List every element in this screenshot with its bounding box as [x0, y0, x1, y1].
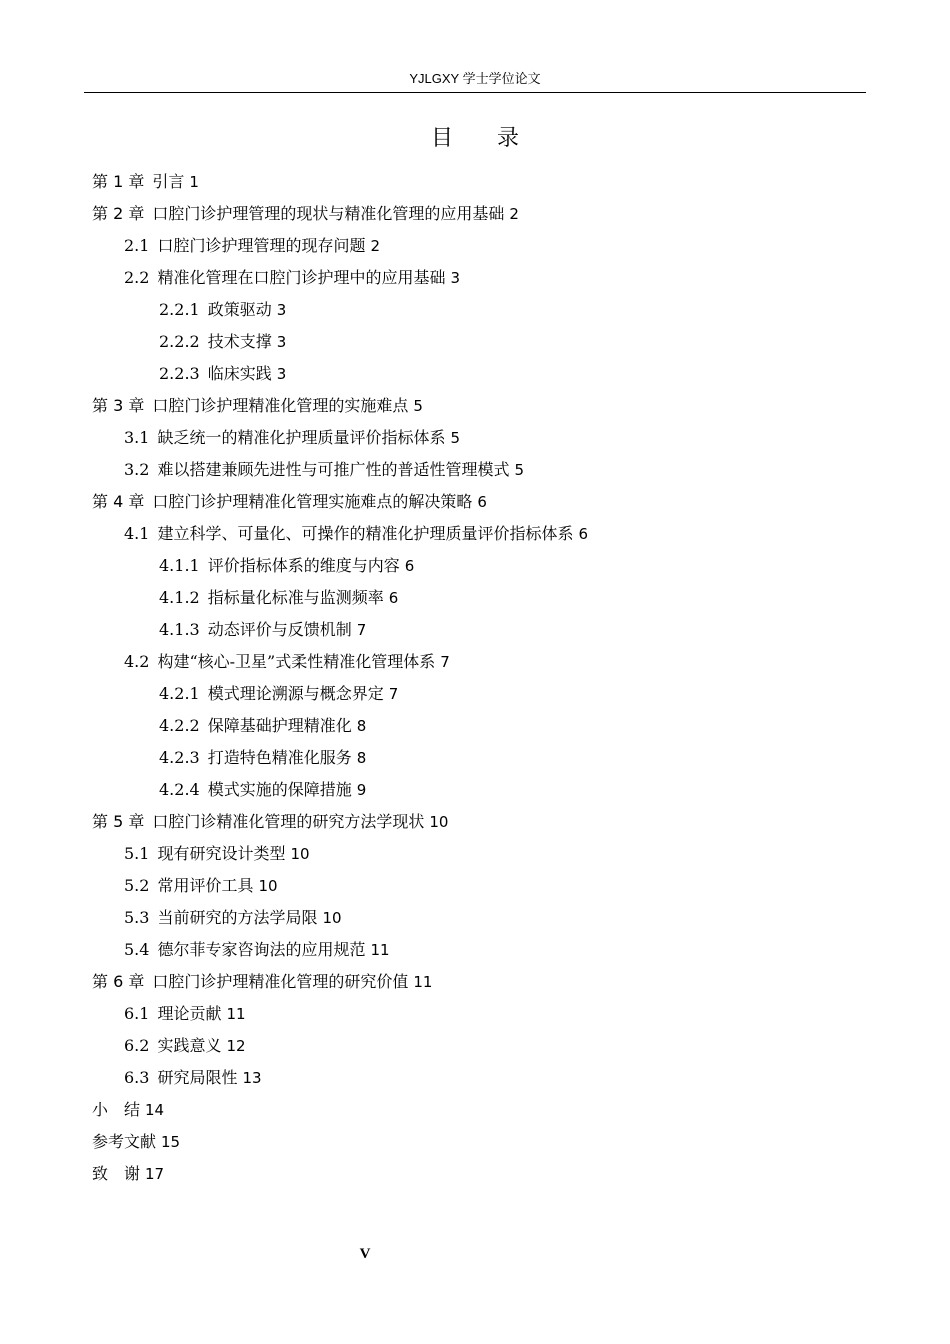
toc-entry-page: 15 — [161, 1133, 181, 1151]
toc-entry-number: 6.1 — [124, 1004, 150, 1023]
toc-entry-label: 临床实践 — [207, 364, 272, 383]
toc-entry-label: 致 谢 — [92, 1164, 141, 1183]
toc-entry-number: 第 4 章 — [92, 492, 145, 511]
toc-entry-label: 研究局限性 — [157, 1068, 238, 1087]
toc-entry-title — [159, 331, 272, 353]
toc-entry-title — [159, 683, 384, 705]
toc-entry-title — [159, 555, 400, 577]
toc-entry-title — [124, 1067, 237, 1089]
toc-entry-number: 5.3 — [124, 908, 150, 927]
toc-entry-number: 4.2.4 — [159, 780, 200, 799]
toc-entry-number: 第 2 章 — [92, 204, 145, 223]
toc-entry-title — [159, 715, 352, 737]
toc-entry-page: 6 — [578, 525, 589, 543]
toc-entry-number: 4.1.2 — [159, 588, 200, 607]
toc-entry-label: 建立科学、可量化、可操作的精准化护理质量评价指标体系 — [157, 524, 574, 543]
toc-entry-title — [92, 1163, 140, 1185]
toc-entry-title — [124, 939, 365, 961]
toc-entry-title — [124, 907, 317, 929]
toc-entry-label: 模式实施的保障措施 — [207, 780, 352, 799]
toc-entry-number: 3.1 — [124, 428, 150, 447]
toc-entry-label: 德尔菲专家咨询法的应用规范 — [157, 940, 366, 959]
toc-entry-label: 打造特色精准化服务 — [207, 748, 352, 767]
toc-title — [0, 124, 950, 154]
toc-entry-page: 7 — [440, 653, 450, 671]
toc-entry-page: 3 — [276, 333, 287, 351]
toc-entry-title — [124, 875, 253, 897]
toc-entry-page: 14 — [145, 1101, 165, 1119]
toc-entry-number: 第 3 章 — [92, 396, 145, 415]
toc-entry-title — [159, 619, 352, 641]
toc-entry-title — [92, 971, 408, 993]
toc-entry-label: 口腔门诊精准化管理的研究方法学现状 — [152, 812, 425, 831]
toc-entry-label: 口腔门诊护理精准化管理的研究价值 — [152, 972, 409, 991]
toc-entry-page: 3 — [450, 269, 461, 287]
toc-entry-label: 小 结 — [92, 1100, 141, 1119]
toc-entry-label: 当前研究的方法学局限 — [157, 908, 318, 927]
toc-entry-page: 2 — [509, 205, 519, 223]
toc-entry-label: 难以搭建兼顾先进性与可推广性的普适性管理模式 — [157, 460, 510, 479]
toc-entry-page: 11 — [226, 1005, 246, 1023]
toc-entry-label: 精准化管理在口腔门诊护理中的应用基础 — [157, 268, 446, 287]
toc-entry-number: 2.1 — [124, 236, 150, 255]
toc-entry-number: 4.1 — [124, 524, 150, 543]
toc-entry-number: 第 5 章 — [92, 812, 145, 831]
toc-entry-label: 构建“核心-卫星”式柔性精准化管理体系 — [157, 652, 436, 671]
toc-entry-title — [92, 395, 408, 417]
toc-entry-label: 口腔门诊护理精准化管理实施难点的解决策略 — [152, 492, 473, 511]
toc-entry-title — [92, 171, 184, 193]
toc-entry-label: 政策驱动 — [207, 300, 272, 319]
toc-entry-title — [124, 1035, 221, 1057]
toc-entry-label: 动态评价与反馈机制 — [207, 620, 352, 639]
toc-entry-page: 5 — [514, 461, 525, 479]
toc-entry-number: 2.2.1 — [159, 300, 200, 319]
toc-entry-number: 第 6 章 — [92, 972, 145, 991]
toc-entry-number: 4.1.3 — [159, 620, 200, 639]
toc-entry-title — [159, 587, 384, 609]
toc-entry-label: 评价指标体系的维度与内容 — [207, 556, 400, 575]
toc-entry-title — [124, 843, 285, 865]
toc-title-char-2: 录 — [497, 126, 520, 151]
header-rule — [84, 92, 866, 93]
toc-entry-title — [159, 779, 352, 801]
toc-entry-label: 理论贡献 — [157, 1004, 222, 1023]
toc-entry-page: 7 — [356, 621, 367, 639]
toc-entry-number: 4.2.3 — [159, 748, 200, 767]
toc-entry-title — [124, 459, 509, 481]
toc-entry-page: 5 — [413, 397, 423, 415]
toc-entry-number: 3.2 — [124, 460, 150, 479]
toc-entry-label: 模式理论溯源与概念界定 — [207, 684, 384, 703]
toc-entry-page: 5 — [450, 429, 461, 447]
toc-title-char-1: 目 — [430, 126, 453, 151]
toc-entry-number: 4.2 — [124, 652, 150, 671]
toc-entry-page: 17 — [145, 1165, 165, 1183]
toc-entry-title — [159, 363, 272, 385]
toc-entry-number: 2.2.3 — [159, 364, 200, 383]
toc-entry-page: 7 — [388, 685, 399, 703]
toc-entry-label: 保障基础护理精准化 — [207, 716, 352, 735]
toc-entry-label: 实践意义 — [157, 1036, 222, 1055]
toc-entry-label: 现有研究设计类型 — [157, 844, 286, 863]
toc-entry-title — [92, 491, 472, 513]
toc-entry-page: 11 — [413, 973, 433, 991]
toc-entry-page: 11 — [370, 941, 390, 959]
toc-entry-page: 6 — [404, 557, 415, 575]
toc-entry-title — [124, 427, 445, 449]
toc-entry-page: 10 — [290, 845, 310, 863]
toc-entry-label: 口腔门诊护理管理的现存问题 — [157, 236, 366, 255]
toc-entry-title — [92, 1131, 156, 1153]
toc-entry-title — [159, 299, 272, 321]
toc-entry-page: 9 — [356, 781, 367, 799]
toc-entry-title — [124, 267, 445, 289]
toc-entry-number: 5.4 — [124, 940, 150, 959]
toc-entry-number: 6.2 — [124, 1036, 150, 1055]
toc-entry-page: 6 — [388, 589, 399, 607]
toc-entry-label: 缺乏统一的精准化护理质量评价指标体系 — [157, 428, 446, 447]
toc-entry-page: 13 — [242, 1069, 262, 1087]
toc-entry-label: 指标量化标准与监测频率 — [207, 588, 384, 607]
toc-entry-number: 5.2 — [124, 876, 150, 895]
toc-entry-title — [92, 203, 504, 225]
toc-entry-page: 8 — [356, 717, 367, 735]
toc-entry-title — [92, 1099, 140, 1121]
toc-entry-number: 4.2.1 — [159, 684, 200, 703]
running-header: YJLGXY 学士学位论文 — [409, 71, 541, 86]
toc-entry-number: 第 1 章 — [92, 172, 145, 191]
toc-entry-number: 2.2 — [124, 268, 150, 287]
toc-entry-label: 技术支撑 — [207, 332, 272, 351]
toc-entry-number: 2.2.2 — [159, 332, 200, 351]
toc-entry-title — [124, 1003, 221, 1025]
toc-entry-number: 4.1.1 — [159, 556, 200, 575]
toc-entry-label: 口腔门诊护理管理的现状与精准化管理的应用基础 — [152, 204, 505, 223]
toc-entry-title — [159, 747, 352, 769]
toc-entry-page: 10 — [322, 909, 342, 927]
toc-entry-label: 口腔门诊护理精准化管理的实施难点 — [152, 396, 409, 415]
toc-entry-title — [124, 235, 365, 257]
toc-entry-page: 3 — [276, 301, 287, 319]
toc-entry-page: 10 — [429, 813, 449, 831]
toc-entry-number: 5.1 — [124, 844, 150, 863]
toc-entry-title — [124, 523, 573, 545]
toc-entry-page: 10 — [258, 877, 278, 895]
toc-entry-label: 引言 — [152, 172, 185, 191]
toc-entry-page: 6 — [477, 493, 487, 511]
toc-entry-number: 6.3 — [124, 1068, 150, 1087]
toc-entry-title — [124, 651, 435, 673]
toc-entry-title — [92, 811, 424, 833]
toc-entry-page: 3 — [276, 365, 287, 383]
toc-entry-page: 12 — [226, 1037, 246, 1055]
page-number: V — [359, 1246, 371, 1262]
toc-entry-page: 2 — [370, 237, 381, 255]
toc-entry-number: 4.2.2 — [159, 716, 200, 735]
toc-entry-label: 参考文献 — [92, 1132, 157, 1151]
toc-entry-page: 1 — [189, 173, 199, 191]
toc-entry-page: 8 — [356, 749, 367, 767]
toc-entry-label: 常用评价工具 — [157, 876, 254, 895]
